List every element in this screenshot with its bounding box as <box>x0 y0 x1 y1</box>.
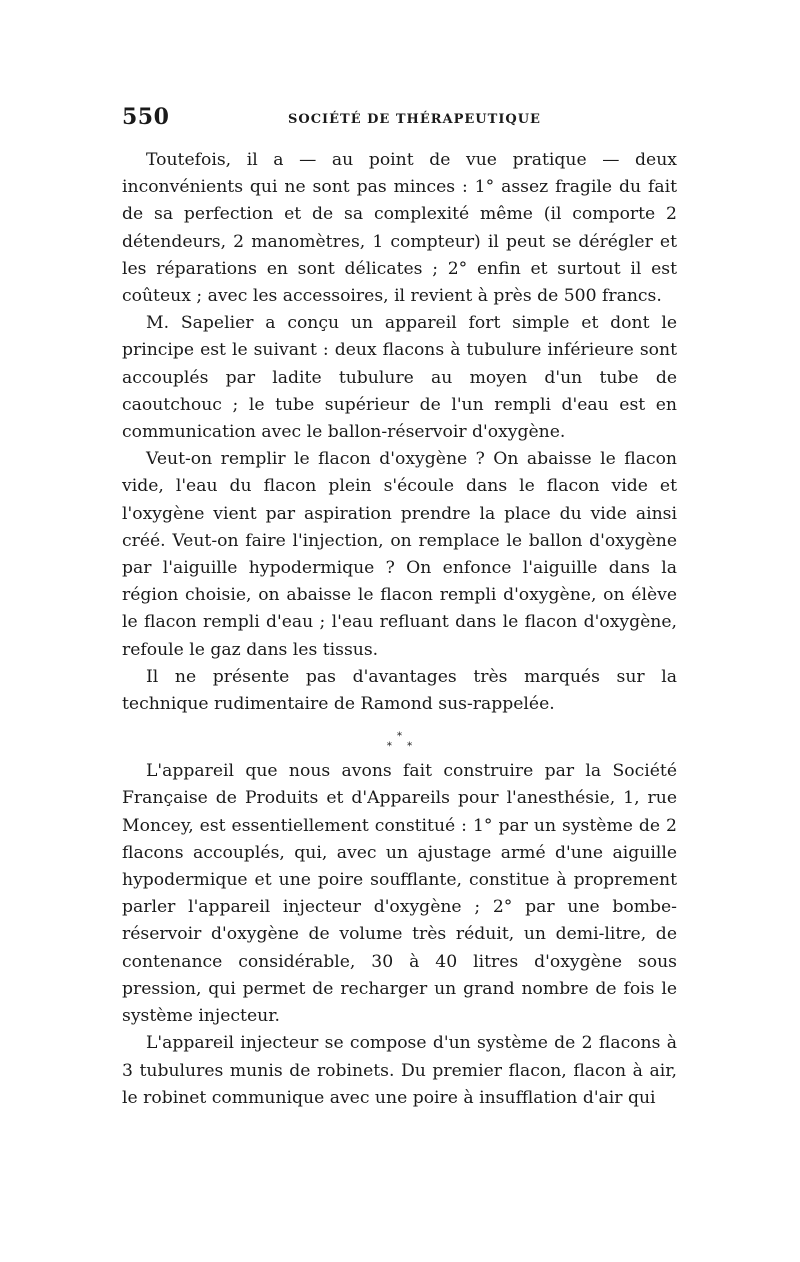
body-text <box>122 147 677 1112</box>
paragraph: L'appareil injecteur se compose d'un système de 2 flacons à 3 tubulures munis de robinets. Du premier flacon, flacon à air, le robinet communique avec une poire à insufflation d'air qui <box>122 1033 677 1108</box>
paragraph: Toutefois, il a — au point de vue pratique — deux inconvénients qui ne sont pas minces : 1° assez fragile du fait de sa perfection et de sa complexité même (il comporte 2 détendeurs, 2 manomètres, 1 compteur) il peut se dérégler et les réparations en sont délicates ; 2° enfin et surtout il est coûteux ; avec les accessoires, il revient à près de 500 francs. <box>122 150 677 307</box>
paragraph: Il ne présente pas d'avantages très marqués sur la technique rudimentaire de Ramond sus-rappelée. <box>122 666 677 715</box>
asterism-top: * <box>397 731 402 743</box>
section-separator <box>122 732 677 752</box>
asterism-bottom: * * <box>386 741 419 753</box>
paragraph: L'appareil que nous avons fait construire par la Société Française de Produits et d'Appareils pour l'anesthésie, 1, rue Moncey, est essentiellement constitué : 1° par un système de 2 flacons accouplés, qui, avec un ajustage armé d'une aiguille hypodermique et une poire soufflante, constitue à proprement parler l'appareil injecteur d'oxygène ; 2° par une bombe-réservoir d'oxygène de volume très réduit, un demi-litre, de contenance considérable, 30 à 40 litres d'oxygène sous pression, qui permet de recharger un grand nombre de fois le système injecteur. <box>122 761 677 1027</box>
running-head: SOCIÉTÉ DE THÉRAPEUTIQUE <box>288 112 541 127</box>
paragraph: Veut-on remplir le flacon d'oxygène ? On abaisse le flacon vide, l'eau du flacon plein s'écoule dans le flacon vide et l'oxygène vient par aspiration prendre la place du vide ainsi créé. Veut-on faire l'injection, on remplace le ballon d'oxygène par l'aiguille hypodermique ? On enfonce l'aiguille dans la région choisie, on abaisse le flacon rempli d'oxygène, on élève le flacon rempli d'eau ; l'eau refluant dans le flacon d'oxygène, refoule le gaz dans les tissus. <box>122 449 677 660</box>
paragraph: M. Sapelier a conçu un appareil fort simple et dont le principe est le suivant : deux flacons à tubulure inférieure sont accouplés par ladite tubulure au moyen d'un tube de caoutchouc ; le tube supérieur de l'un rempli d'eau est en communication avec le ballon-réservoir d'oxygène. <box>122 313 677 443</box>
page-header <box>122 104 678 134</box>
page-number: 550 <box>122 104 170 130</box>
